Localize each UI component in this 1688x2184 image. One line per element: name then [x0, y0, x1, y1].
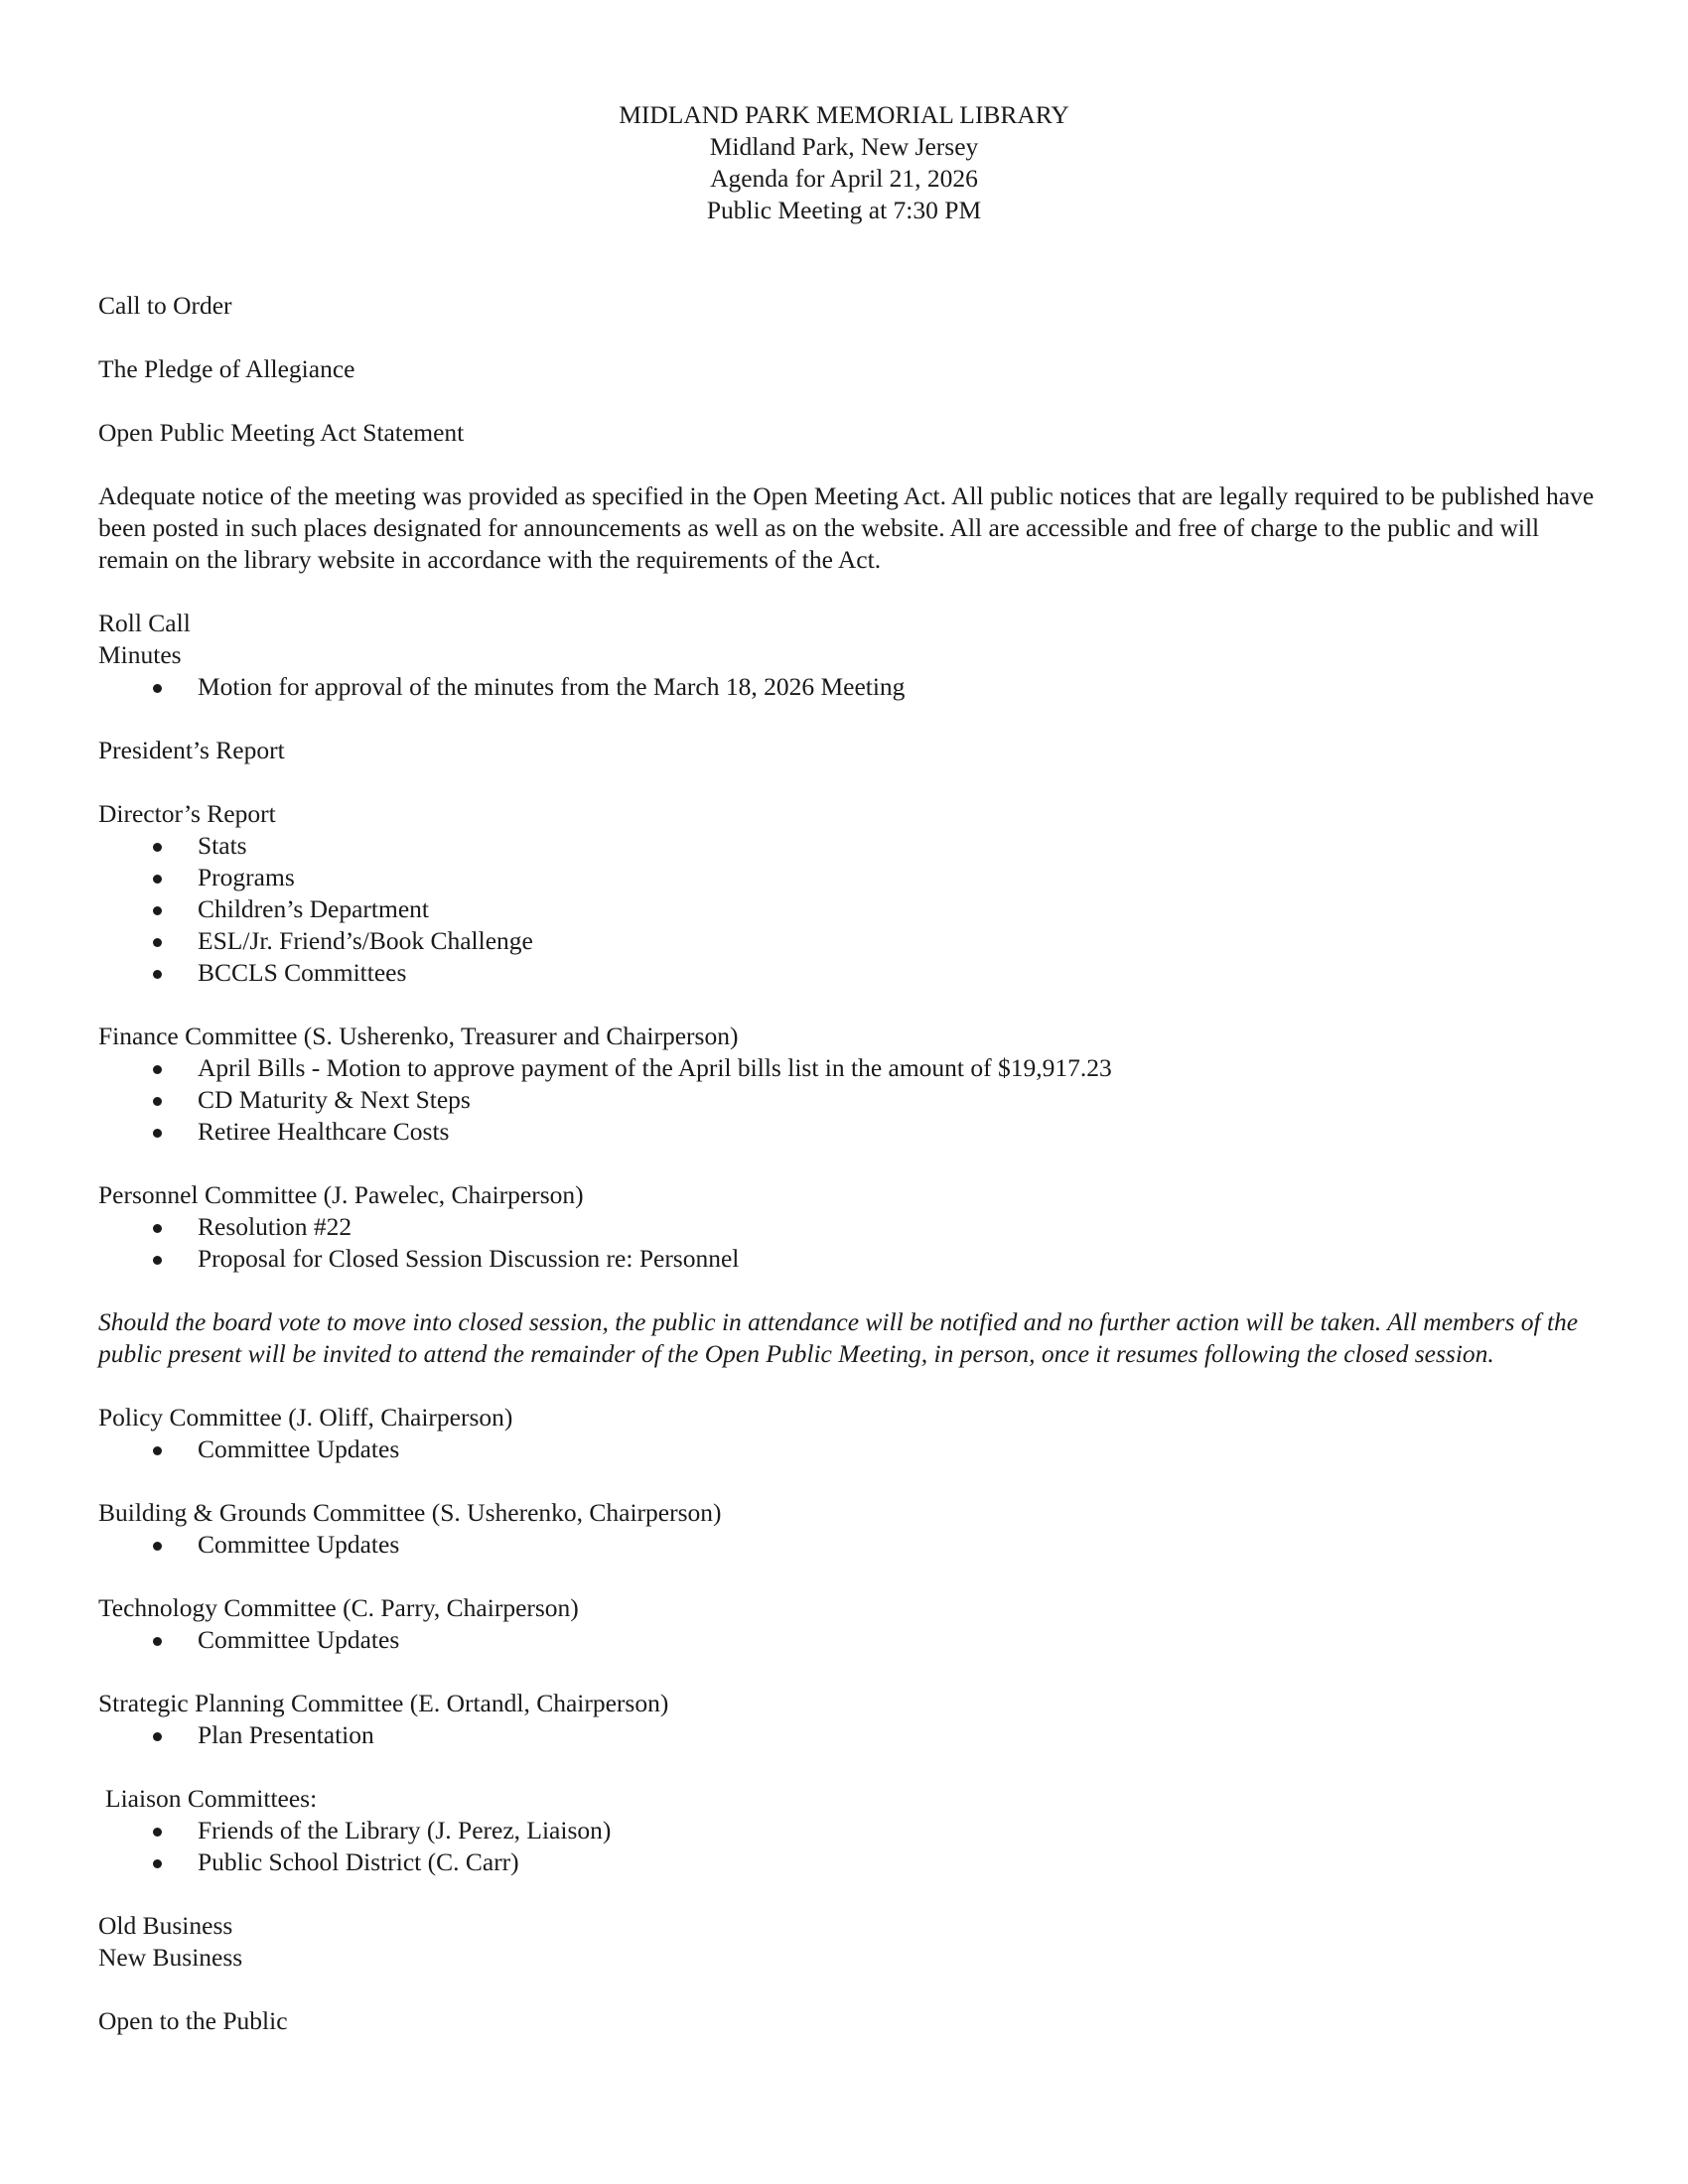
building-list — [98, 1529, 1608, 1561]
bullet-icon — [153, 970, 162, 979]
minutes-list — [98, 671, 1608, 703]
call-to-order: Call to Order — [98, 291, 232, 320]
bullet-icon — [153, 1542, 162, 1551]
bullet-icon — [153, 1637, 162, 1646]
list-item: Committee Updates — [98, 1624, 1608, 1656]
personnel-committee: Personnel Committee (J. Pawelec, Chairperson) — [98, 1180, 584, 1209]
roll-call: Roll Call — [98, 609, 191, 637]
bullet-icon — [153, 938, 162, 947]
policy-committee: Policy Committee (J. Oliff, Chairperson) — [98, 1403, 513, 1432]
finance-list — [98, 1052, 1608, 1148]
presidents-report: President’s Report — [98, 736, 285, 764]
bullet-icon — [153, 1097, 162, 1106]
new-business: New Business — [98, 1943, 243, 1972]
list-item: Committee Updates — [98, 1433, 1608, 1465]
old-business: Old Business — [98, 1911, 233, 1940]
notice-statement: Adequate notice of the meeting was provided as specified in the Open Meeting Act. All public notices that are legally required to be published have been posted in such places designated for announcements as well as on the website. All are accessible and free of charge to the public and will remain on the library website in accordance with the requirements of the Act. — [98, 481, 1595, 574]
bullet-icon — [153, 875, 162, 884]
list-item: Friends of the Library (J. Perez, Liaison) — [98, 1815, 1608, 1846]
closed-session-note: Should the board vote to move into closed session, the public in attendance will be notified and no further action will be taken. All members of the public present will be invited to attend the remainder of the Open Public Meeting, in person, once it resumes following the closed session. — [98, 1307, 1579, 1368]
list-item: Proposal for Closed Session Discussion re: Personnel — [98, 1243, 1608, 1275]
finance-committee: Finance Committee (S. Usherenko, Treasurer and Chairperson) — [98, 1022, 739, 1050]
directors-report: Director’s Report — [98, 799, 276, 828]
list-item: Children’s Department — [98, 893, 1608, 925]
building-grounds-committee: Building & Grounds Committee (S. Usherenko, Chairperson) — [98, 1498, 722, 1527]
org-location: Midland Park, New Jersey — [709, 132, 979, 161]
bullet-icon — [153, 1859, 162, 1868]
liaison-list — [98, 1815, 1608, 1878]
pledge-of-allegiance: The Pledge of Allegiance — [98, 354, 355, 383]
bullet-icon — [153, 1446, 162, 1455]
agenda-body — [98, 290, 1608, 2037]
list-item: Resolution #22 — [98, 1211, 1608, 1243]
list-item: Public School District (C. Carr) — [98, 1846, 1608, 1878]
list-item: Retiree Healthcare Costs — [98, 1116, 1608, 1148]
director-list — [98, 830, 1608, 989]
technology-committee: Technology Committee (C. Parry, Chairperson) — [98, 1593, 579, 1622]
bullet-icon — [153, 1065, 162, 1074]
bullet-icon — [153, 906, 162, 915]
strategic-list — [98, 1719, 1608, 1751]
open-to-public: Open to the Public — [98, 2006, 288, 2035]
bullet-icon — [153, 1256, 162, 1265]
bullet-icon — [153, 1828, 162, 1837]
bullet-icon — [153, 843, 162, 852]
list-item: April Bills - Motion to approve payment of the April bills list in the amount of $19,917.23 — [98, 1052, 1608, 1084]
bullet-icon — [153, 1224, 162, 1233]
list-item: Plan Presentation — [98, 1719, 1608, 1751]
agenda-date: Agenda for April 21, 2026 — [710, 164, 978, 193]
liaison-committees: Liaison Committees: — [105, 1784, 318, 1813]
meeting-time: Public Meeting at 7:30 PM — [706, 196, 982, 224]
bullet-icon — [153, 684, 162, 693]
strategic-planning-committee: Strategic Planning Committee (E. Ortandl, Chairperson) — [98, 1689, 669, 1717]
policy-list — [98, 1433, 1608, 1465]
list-item: Stats — [98, 830, 1608, 862]
personnel-list — [98, 1211, 1608, 1275]
list-item: ESL/Jr. Friend’s/Book Challenge — [98, 925, 1608, 957]
list-item: CD Maturity & Next Steps — [98, 1084, 1608, 1116]
list-item: BCCLS Committees — [98, 957, 1608, 989]
agenda-header — [0, 99, 1688, 226]
org-name: MIDLAND PARK MEMORIAL LIBRARY — [619, 100, 1069, 129]
list-item: Motion for approval of the minutes from the March 18, 2026 Meeting — [98, 671, 1608, 703]
list-item: Programs — [98, 862, 1608, 893]
minutes-heading: Minutes — [98, 640, 182, 669]
bullet-icon — [153, 1732, 162, 1741]
opma-heading: Open Public Meeting Act Statement — [98, 418, 465, 447]
list-item: Committee Updates — [98, 1529, 1608, 1561]
technology-list — [98, 1624, 1608, 1656]
bullet-icon — [153, 1129, 162, 1138]
